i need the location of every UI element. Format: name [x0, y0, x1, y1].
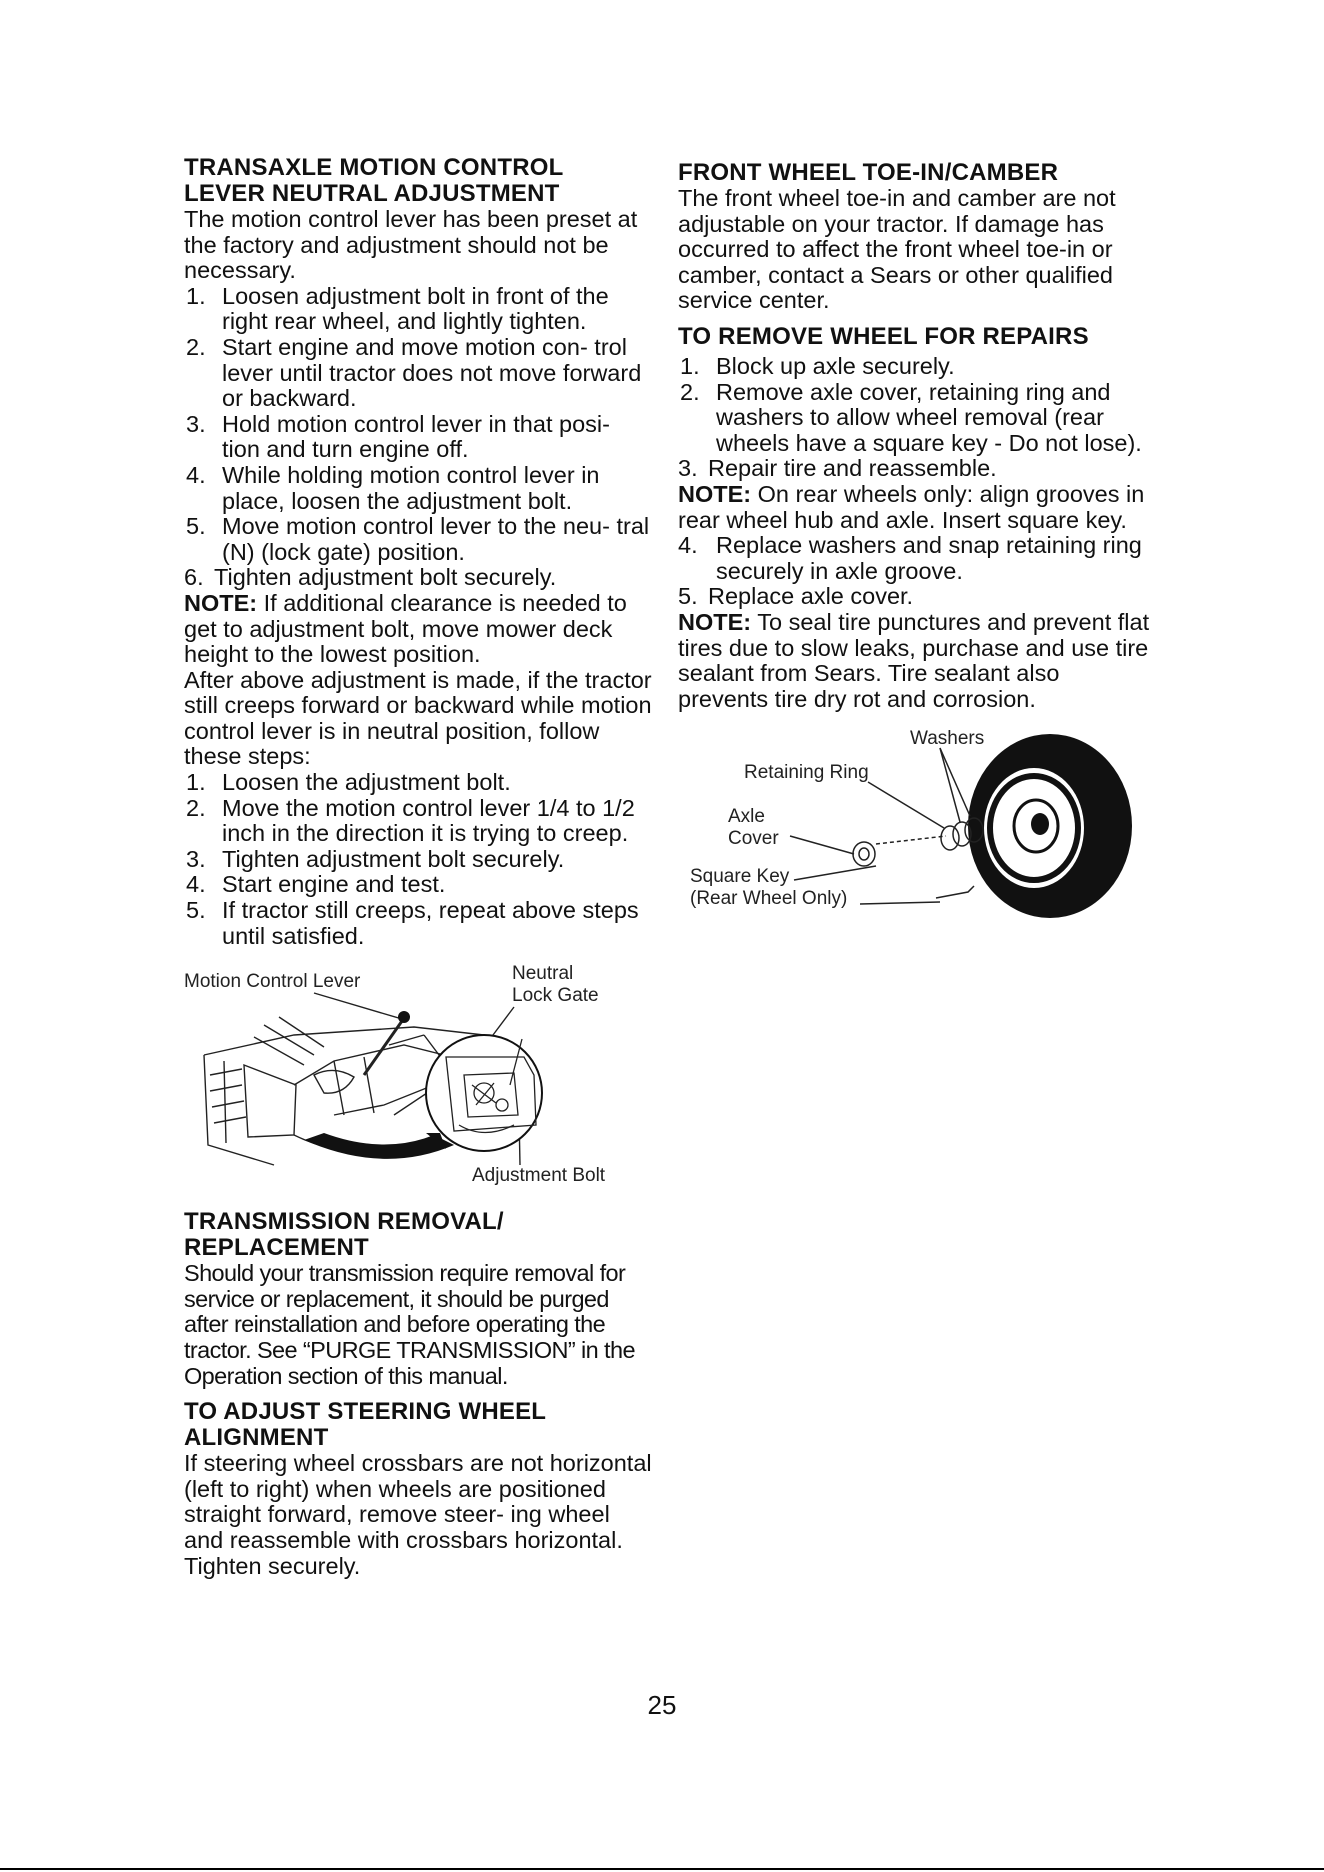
note-label: NOTE: [184, 589, 258, 616]
list-item [184, 847, 654, 873]
transmission-text: Should your transmission require removal for service or replacement, it should be purged after reinstallation and before operating the tractor. See “PURGE TRANSMISSION” in the Operation section of this manual. [184, 1260, 635, 1389]
step-number: 2. [680, 378, 700, 405]
label-washers: Washers [910, 728, 985, 750]
list-item [184, 514, 654, 565]
label-rear-wheel-only: (Rear Wheel Only) [690, 888, 848, 910]
step-text: Loosen the adjustment bolt. [222, 769, 511, 796]
list-item [678, 533, 1156, 584]
remove-wheel-heading: TO REMOVE WHEEL FOR REPAIRS [678, 322, 1089, 350]
transaxle-steps [184, 284, 654, 591]
list-item [184, 872, 654, 898]
step-number: 2. [186, 333, 206, 360]
step-number: 5. [186, 513, 206, 540]
remove-wheel-steps [678, 354, 1156, 482]
step-text: Start engine and move motion con- trol lever until tractor does not move forward or backward. [222, 333, 642, 412]
page-number: 25 [647, 1690, 677, 1720]
list-item [184, 898, 654, 949]
step-number: 1. [186, 282, 206, 309]
note-text: To seal tire punctures and prevent flat tires due to slow leaks, purchase and use tire sealant from Sears. Tire sealant also prevents tire dry rot and corrosion. [678, 608, 1150, 712]
remove-wheel-note-1 [678, 482, 1156, 533]
step-text: Move motion control lever to the neu- tral (N) (lock gate) position. [222, 513, 650, 565]
step-text: Tighten adjustment bolt securely. [222, 845, 565, 872]
step-number: 4. [678, 532, 698, 559]
step-text: While holding motion control lever in place, loosen the adjustment bolt. [222, 461, 600, 514]
toein-heading: FRONT WHEEL TOE-IN/CAMBER [678, 159, 1059, 186]
step-number: 5. [678, 583, 698, 610]
label-adjustment-bolt: Adjustment Bolt [472, 1165, 606, 1187]
transmission-heading-line1: TRANSMISSION REMOVAL/ [184, 1208, 504, 1236]
step-text: Repair tire and reassemble. [708, 455, 997, 482]
spacer [184, 1195, 654, 1209]
list-item [184, 796, 654, 847]
steering-heading-line2: ALIGNMENT [184, 1424, 329, 1452]
transaxle-heading-line2: LEVER NEUTRAL ADJUSTMENT [184, 180, 560, 207]
label-axle: Axle [728, 806, 765, 828]
step-text: If tractor still creeps, repeat above steps until satisfied. [222, 897, 639, 949]
step-text: Hold motion control lever in that posi- tion and turn engine off. [222, 410, 610, 463]
transmission-heading [184, 1209, 654, 1261]
step-number: 4. [186, 461, 206, 488]
list-item [678, 354, 1156, 380]
note-label: NOTE: [678, 608, 752, 635]
list-item [184, 335, 654, 412]
steering-heading [184, 1399, 654, 1451]
step-number: 4. [186, 871, 206, 898]
toein-text: The front wheel toe-in and camber are not adjustable on your tractor. If damage has occurred to affect the front wheel toe-in or camber, contact a Sears or other qualified service center. [678, 185, 1116, 314]
transaxle-heading [184, 155, 654, 207]
wheel-removal-figure [678, 726, 1156, 926]
motion-control-figure [184, 965, 654, 1195]
list-item [184, 284, 654, 335]
right-column [678, 160, 1156, 926]
step-text: Replace washers and snap retaining ring securely in axle groove. [716, 532, 1142, 584]
steering-heading-line1: TO ADJUST STEERING WHEEL [184, 1398, 547, 1426]
list-item [678, 584, 1156, 610]
step-number: 6. [184, 564, 204, 591]
step-number: 1. [186, 769, 206, 796]
step-text: Tighten adjustment bolt securely. [214, 564, 557, 591]
list-item [678, 380, 1156, 457]
transaxle-heading-line1: TRANSAXLE MOTION CONTROL [184, 154, 564, 181]
bottom-rule [0, 1868, 1324, 1870]
label-retaining-ring: Retaining Ring [744, 762, 869, 784]
steering-text: If steering wheel crossbars are not horizontal (left to right) when wheels are positioned straight forward, remove steer- ing wheel and reassemble with crossbars horizontal. Tighten securely. [184, 1450, 652, 1579]
label-cover: Cover [728, 828, 779, 850]
transaxle-intro: The motion control lever has been preset at the factory and adjustment should not be necessary. [184, 206, 638, 284]
step-number: 1. [680, 352, 700, 379]
step-text: Remove axle cover, retaining ring and washers to allow wheel removal (rear wheels have a square key - Do not lose). [716, 378, 1142, 456]
label-motion-control-lever: Motion Control Lever [184, 971, 361, 993]
note-text: On rear wheels only: align grooves in rear wheel hub and axle. Insert square key. [678, 480, 1145, 533]
step-text: Replace axle cover. [708, 583, 914, 610]
remove-wheel-note-2 [678, 610, 1156, 712]
note-label: NOTE: [678, 480, 752, 507]
step-number: 5. [186, 897, 206, 924]
note-text: If additional clearance is needed to get to adjustment bolt, move mower deck height to the lowest position. [184, 589, 627, 668]
step-text: Move the motion control lever 1/4 to 1/2 inch in the direction it is trying to creep. [222, 794, 635, 847]
step-number: 2. [186, 794, 206, 821]
transaxle-note [184, 591, 654, 668]
label-neutral: Neutral [512, 963, 574, 985]
list-item [678, 456, 1156, 482]
left-column [184, 155, 654, 1579]
list-item [184, 412, 654, 463]
label-square-key: Square Key [690, 866, 790, 888]
remove-wheel-steps-2 [678, 533, 1156, 610]
step-number: 3. [678, 455, 698, 482]
list-item [184, 463, 654, 514]
step-text: Loosen adjustment bolt in front of the right rear wheel, and lightly tighten. [222, 282, 609, 335]
step-number: 3. [186, 410, 206, 437]
list-item [184, 565, 654, 591]
list-item [184, 770, 654, 796]
step-text: Start engine and test. [222, 871, 446, 898]
step-text: Block up axle securely. [716, 352, 955, 379]
transaxle-steps-2 [184, 770, 654, 949]
transaxle-after-text: After above adjustment is made, if the tractor still creeps forward or backward while motion control lever is in neutral position, follow these steps: [184, 666, 652, 770]
transmission-heading-line2: REPLACEMENT [184, 1234, 369, 1262]
label-lock-gate-text: Lock Gate [512, 985, 599, 1007]
step-number: 3. [186, 845, 206, 872]
